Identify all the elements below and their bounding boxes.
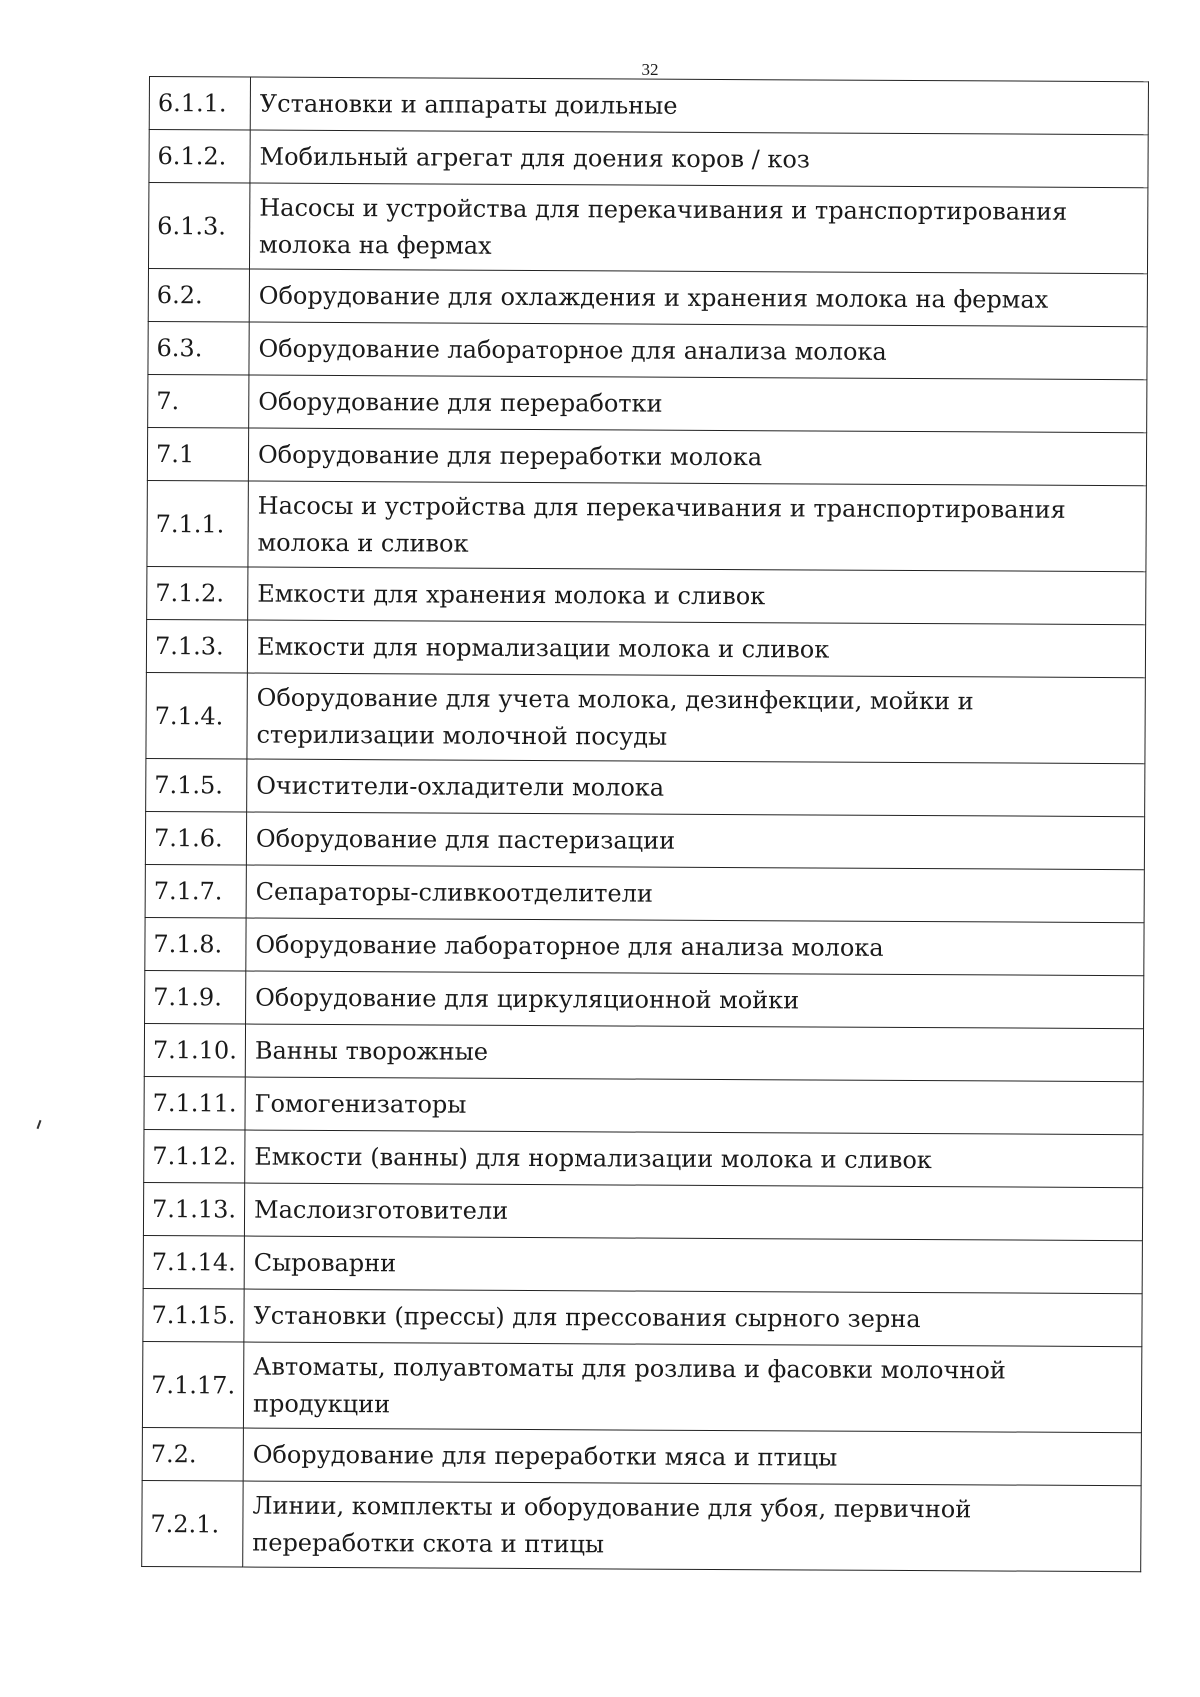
row-name: Емкости (ванны) для нормализации молока и сливок [245, 1130, 1143, 1188]
table-row [148, 321, 1147, 379]
row-name: Установки (прессы) для прессования сырного зерна [244, 1289, 1142, 1347]
row-name: Оборудование для пастеризации [246, 812, 1144, 870]
table-row [149, 130, 1148, 188]
table-row [145, 970, 1144, 1028]
table-row [148, 183, 1147, 274]
row-code: 7.1.17. [142, 1341, 243, 1428]
row-name: Оборудование лабораторное для анализа молока [246, 918, 1144, 976]
row-code: 7. [148, 374, 249, 428]
table-row [142, 1427, 1141, 1485]
stray-mark [37, 1120, 42, 1129]
row-code: 7.1.5. [146, 758, 247, 812]
table-row [148, 374, 1147, 432]
page-number: 32 [641, 60, 659, 79]
table-row [142, 1480, 1141, 1571]
row-code: 7.1.13. [143, 1182, 244, 1236]
row-name: Оборудование для переработки [249, 375, 1147, 433]
table-row [142, 1341, 1141, 1432]
row-code: 7.1.1. [147, 480, 248, 567]
row-code: 7.1.4. [146, 672, 247, 759]
row-code: 6.3. [148, 321, 249, 375]
row-name: Оборудование для переработки мяса и птицы [243, 1428, 1141, 1486]
row-name: Насосы и устройства для перекачивания и транспортирования молока на фермах [249, 183, 1147, 274]
row-code: 7.2.1. [142, 1480, 243, 1567]
row-name: Линии, комплекты и оборудование для убоя, первичной переработки скота и птицы [243, 1481, 1141, 1572]
row-name: Емкости для хранения молока и сливок [248, 567, 1146, 625]
table-row [146, 758, 1145, 816]
row-name: Маслоизготовители [244, 1183, 1142, 1241]
row-name: Емкости для нормализации молока и сливок [247, 620, 1145, 678]
table-row [143, 1235, 1142, 1293]
table-row [144, 1076, 1143, 1134]
row-name: Ванны творожные [245, 1024, 1143, 1082]
table-row [148, 268, 1147, 326]
table-row [147, 480, 1146, 571]
table-row [145, 811, 1144, 869]
row-code: 7.1.9. [145, 970, 246, 1024]
row-name: Оборудование для переработки молока [248, 428, 1146, 486]
table-row [143, 1288, 1142, 1346]
row-name: Сыроварни [244, 1236, 1142, 1294]
table-row [144, 1023, 1143, 1081]
row-name: Мобильный агрегат для доения коров / коз [250, 130, 1148, 188]
row-code: 7.2. [142, 1427, 243, 1481]
row-code: 7.1.15. [143, 1288, 244, 1342]
row-code: 7.1 [147, 427, 248, 481]
table-body [142, 77, 1149, 1572]
row-name: Оборудование лабораторное для анализа молока [249, 322, 1147, 380]
row-code: 6.1.2. [149, 130, 250, 184]
row-code: 7.1.10. [144, 1023, 245, 1077]
row-name: Установки и аппараты доильные [250, 77, 1148, 135]
table-row [144, 1129, 1143, 1187]
table-row [147, 566, 1146, 624]
table-row [149, 77, 1148, 135]
table-row [147, 427, 1146, 485]
row-name: Оборудование для учета молока, дезинфекции, мойки и стерилизации молочной посуды [247, 673, 1145, 764]
table-row [145, 864, 1144, 922]
row-name: Сепараторы-сливкоотделители [246, 865, 1144, 923]
row-name: Очистители-охладители молока [247, 759, 1145, 817]
row-name: Автоматы, полуавтоматы для розлива и фасовки молочной продукции [243, 1342, 1141, 1433]
row-code: 7.1.12. [144, 1129, 245, 1183]
table-row [146, 672, 1145, 763]
table-row [143, 1182, 1142, 1240]
row-code: 6.1.1. [149, 77, 250, 131]
row-code: 6.1.3. [148, 183, 249, 270]
row-code: 7.1.6. [145, 811, 246, 865]
row-code: 7.1.14. [143, 1235, 244, 1289]
row-name: Гомогенизаторы [245, 1077, 1143, 1135]
row-code: 7.1.11. [144, 1076, 245, 1130]
row-code: 7.1.2. [147, 566, 248, 620]
row-code: 7.1.3. [146, 619, 247, 673]
row-name: Насосы и устройства для перекачивания и транспортирования молока и сливок [248, 481, 1146, 572]
table-row [146, 619, 1145, 677]
row-name: Оборудование для циркуляционной мойки [246, 971, 1144, 1029]
row-code: 7.1.7. [145, 864, 246, 918]
row-code: 6.2. [148, 268, 249, 322]
row-name: Оборудование для охлаждения и хранения молока на фермах [249, 269, 1147, 327]
table-row [145, 917, 1144, 975]
equipment-table [141, 76, 1149, 1572]
row-code: 7.1.8. [145, 917, 246, 971]
